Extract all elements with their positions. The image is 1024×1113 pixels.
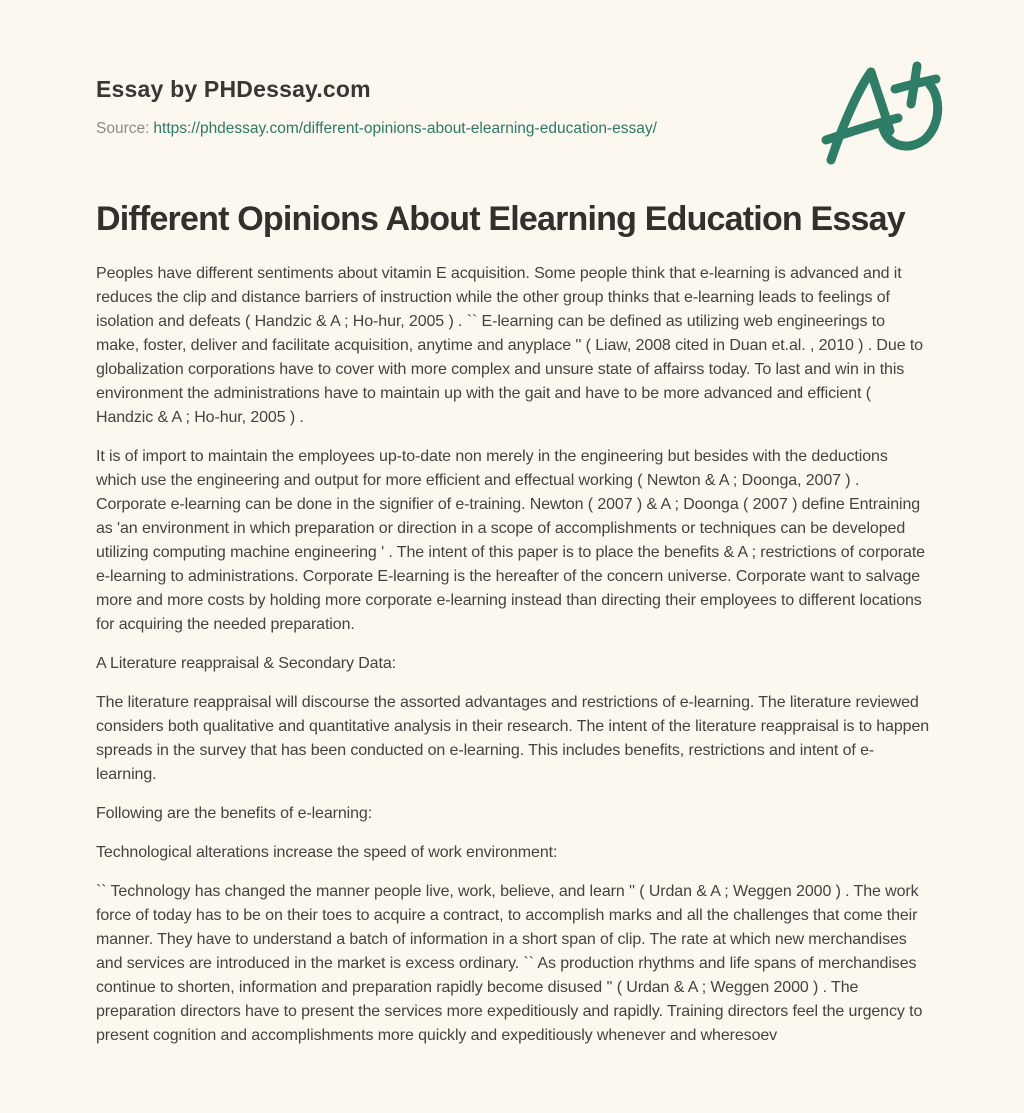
page-header <box>96 76 928 138</box>
essay-paragraph: `` Technology has changed the manner people live, work, believe, and learn '' ( Urdan & A ; Weggen 2000 ) . The work force of today has to be on their toes to acquire a contract, to accomplish marks and all the challenges that come their manner. They have to understand a batch of information in a short span of clip. The rate at which new merchandises and services are introduced in the market is excess ordinary. `` As production rhythms and life spans of merchandises continue to shorten, information and preparation rapidly become disused '' ( Urdan & A ; Weggen 2000 ) . The preparation directors have to present the services more expeditiously and rapidly. Training directors feel the urgency to present cognition and accomplishments more quickly and expeditiously whenever and wheresoev <box>96 883 923 1045</box>
site-title: Essay by PHDessay.com <box>96 76 371 102</box>
source-line <box>96 120 928 138</box>
essay-title: Different Opinions About Elearning Education Essay <box>96 200 905 238</box>
essay-paragraph: The literature reappraisal will discourse the assorted advantages and restrictions of e-learning. The literature reviewed considers both qualitative and quantitative analysis in their research. The intent of the literature reappraisal is to happen spreads in the survey that has been conducted on e-learning. This includes benefits, restrictions and intent of e-learning. <box>96 694 930 784</box>
essay-paragraph: Peoples have different sentiments about vitamin E acquisition. Some people think that e-learning is advanced and it reduces the clip and distance barriers of instruction while the other group thinks that e-learning leads to feelings of isolation and defeats ( Handzic & A ; Ho-hur, 2005 ) . `` E-learning can be defined as utilizing web engineerings to make, foster, deliver and facilitate acquisition, anytime and anyplace '' ( Liaw, 2008 cited in Duan et.al. , 2010 ) . Due to globalization corporations have to cover with more complex and unsure state of affairss today. To last and win in this environment the administrations have to maintain up with the gait and have to be more advanced and efficient ( Handzic & A ; Ho-hur, 2005 ) . <box>96 265 923 427</box>
a-plus-logo-icon <box>818 54 964 170</box>
essay-paragraph: It is of import to maintain the employees up-to-date non merely in the engineering but besides with the deductions which use the engineering and output for more efficient and effectual working ( Newton & A ; Doonga, 2007 ) . Corporate e-learning can be done in the signifier of e-training. Newton ( 2007 ) & A ; Doonga ( 2007 ) define Entraining as 'an environment in which preparation or direction in a scope of accomplishments or techniques can be developed utilizing computing machine engineering ' . The intent of this paper is to place the benefits & A ; restrictions of corporate e-learning to administrations. Corporate E-learning is the hereafter of the concern universe. Corporate want to salvage more and more costs by holding more corporate e-learning instead than directing their employees to different locations for acquiring the needed preparation. <box>96 448 925 634</box>
essay-body <box>96 262 932 1048</box>
essay-paragraph: Technological alterations increase the speed of work environment: <box>96 844 558 862</box>
source-link[interactable]: https://phdessay.com/different-opinions-about-elearning-education-essay/ <box>153 120 657 137</box>
essay-paragraph: Following are the benefits of e-learning: <box>96 805 373 823</box>
phdessay-logo <box>818 54 964 170</box>
essay-paragraph: A Literature reappraisal & Secondary Data: <box>96 655 396 673</box>
source-label: Source: <box>96 120 150 137</box>
